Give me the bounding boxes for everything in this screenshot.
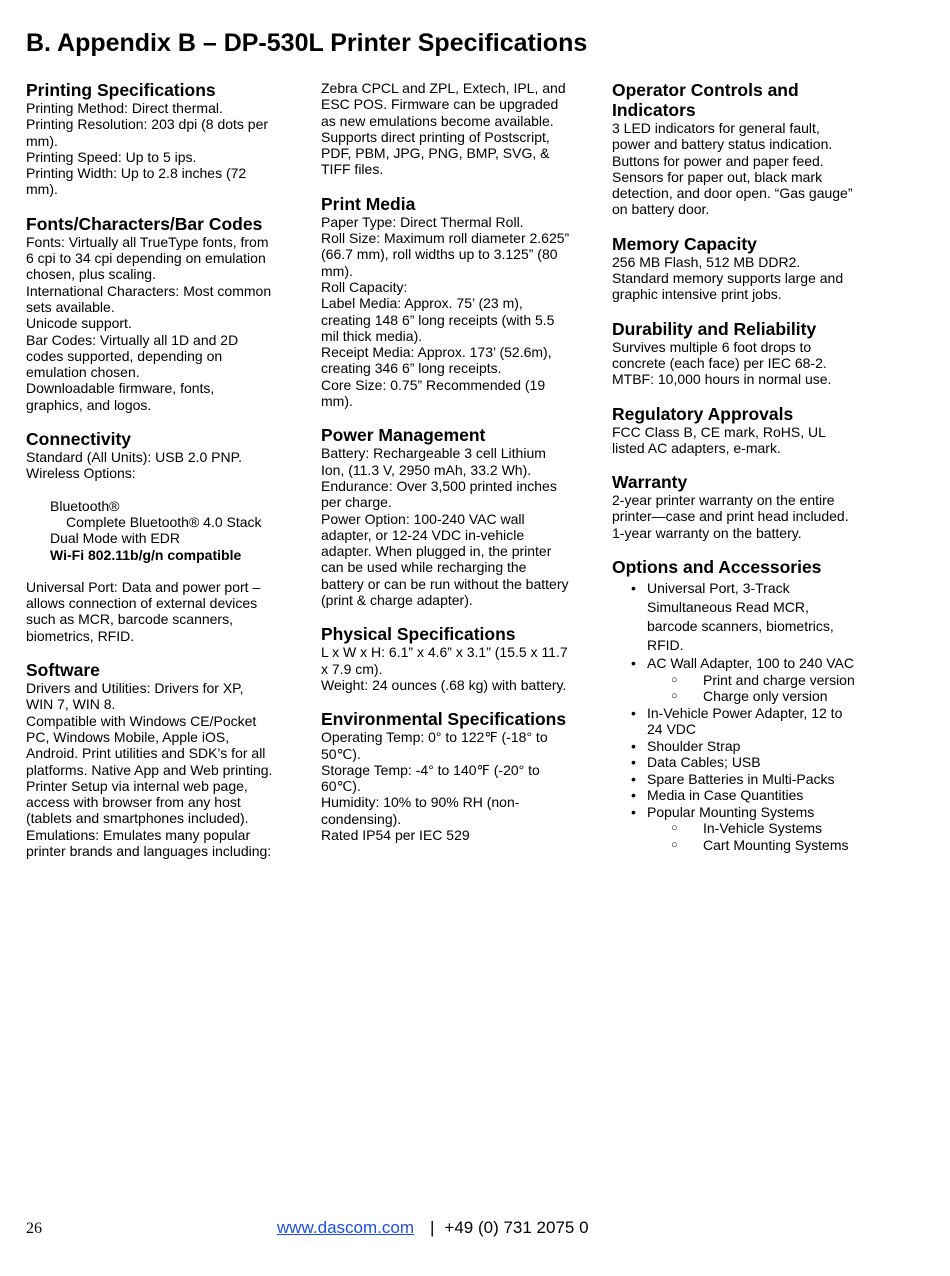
list-item [647, 655, 874, 705]
section-line: WIN 7, WIN 8. [26, 696, 116, 713]
section-heading [612, 80, 874, 120]
dual-mode: Dual Mode with EDR [50, 530, 180, 547]
section-line: such as MCR, barcode scanners, [26, 611, 233, 628]
section-line: Standard (All Units): USB 2.0 PNP. [26, 449, 243, 466]
section-line: sets available. [26, 298, 115, 315]
section-line: 50℃). [321, 745, 361, 762]
section-line: 256 MB Flash, 512 MB DDR2. [612, 253, 801, 270]
section-line: concrete (each face) per IEC 68-2. [612, 354, 827, 371]
section-line: codes supported, depending on [26, 347, 223, 364]
list-item: • Media in Case Quantities [647, 787, 874, 804]
section-line: mil thick media). [321, 327, 423, 344]
section-memory-capacity [612, 234, 874, 303]
section-line: Compatible with Windows CE/Pocket [26, 712, 257, 729]
wifi-label: Wi-Fi 802.11b/g/n compatible [50, 546, 242, 563]
section-heading: Regulatory Approvals [612, 403, 794, 424]
list-item-line: Simultaneous Read MCR, [647, 599, 809, 616]
section-line: access with browser from any host [26, 794, 241, 811]
section-heading: Warranty [612, 472, 688, 493]
section-options-accessories [612, 557, 874, 853]
sub-list-item: ○ In-Vehicle Systems [703, 820, 874, 837]
footer-separator: | [429, 1218, 435, 1237]
section-heading: Options and Accessories [612, 557, 822, 578]
list-item-text: Popular Mounting Systems [647, 803, 815, 820]
section-regulatory-approvals [612, 404, 874, 457]
section-line: platforms. Native App and Web printing. [26, 761, 273, 778]
section-heading: Print Media [321, 193, 416, 214]
section-line: Drivers and Utilities: Drivers for XP, [26, 680, 244, 697]
section-line: Roll Size: Maximum roll diameter 2.625” [321, 230, 570, 247]
heading-line: Indicators [612, 100, 696, 120]
section-heading: Printing Specifications [26, 80, 216, 100]
section-line: condensing). [321, 810, 402, 827]
section-line: Buttons for power and paper feed. [612, 152, 824, 169]
section-line: mm). [26, 181, 58, 198]
section-line: emulation chosen. [26, 364, 140, 381]
section-line: Printing Speed: Up to 5 ips. [26, 148, 197, 165]
heading-line: Operator Controls and [612, 80, 799, 100]
section-line: mm). [321, 262, 353, 279]
page-number: 26 [26, 1220, 42, 1237]
section-fonts-barcodes [26, 214, 288, 413]
section-heading: Environmental Specifications [321, 709, 567, 730]
section-line: Emulations: Emulates many popular [26, 826, 251, 843]
section-line: listed AC adapters, e-mark. [612, 439, 781, 456]
options-list [612, 579, 874, 853]
section-heading: Connectivity [26, 429, 132, 450]
section-line: on battery door. [612, 201, 710, 218]
section-line: printer—case and print head included. [612, 508, 849, 525]
section-line: Fonts: Virtually all TrueType fonts, from [26, 233, 269, 250]
section-line: International Characters: Most common [26, 282, 272, 299]
section-line: power and battery status indication. [612, 136, 833, 153]
footer-contact [277, 1218, 589, 1238]
page-title: B. Appendix B – DP-530L Printer Specifications [26, 29, 588, 57]
section-line: x 7.9 cm). [321, 660, 383, 677]
section-line: Sensors for paper out, black mark [612, 168, 823, 185]
section-line: Weight: 24 ounces (.68 kg) with battery. [321, 676, 567, 693]
section-line: Power Option: 100-240 VAC wall [321, 510, 525, 527]
section-line: allows connection of external devices [26, 595, 258, 612]
sub-list [647, 820, 874, 853]
section-line: TIFF files. [321, 161, 384, 178]
section-line: Receipt Media: Approx. 173’ (52.6m), [321, 344, 552, 361]
section-line: adapter, or 12-24 VDC in-vehicle [321, 526, 525, 543]
sub-list [647, 672, 874, 705]
section-line: Roll Capacity: [321, 278, 408, 295]
section-line: Printing Resolution: 203 dpi (8 dots per [26, 116, 269, 133]
section-line: Printing Width: Up to 2.8 inches (72 [26, 165, 247, 182]
sub-list-item: ○ Cart Mounting Systems [703, 837, 874, 854]
section-line: 2-year printer warranty on the entire [612, 492, 835, 509]
section-line: detection, and door open. “Gas gauge” [612, 185, 853, 202]
section-line: Rated IP54 per IEC 529 [321, 826, 470, 843]
section-line: (tablets and smartphones included). [26, 810, 249, 827]
sub-list-item: ○ Print and charge version [703, 672, 874, 689]
section-heading: Physical Specifications [321, 624, 516, 645]
section-line: (66.7 mm), roll widths up to 3.125” (80 [321, 246, 558, 263]
section-heading: Fonts/Characters/Bar Codes [26, 213, 263, 234]
section-line: Printing Method: Direct thermal. [26, 100, 223, 116]
list-item: • Data Cables; USB [647, 754, 874, 771]
section-line: graphics, and logos. [26, 396, 152, 413]
website-link[interactable]: www.dascom.com [277, 1218, 414, 1237]
section-line: graphic intensive print jobs. [612, 286, 782, 303]
section-environmental-specifications [321, 709, 583, 843]
section-line: Wireless Options: [26, 465, 136, 482]
spacer [26, 482, 288, 498]
section-line: creating 346 6” long receipts. [321, 360, 502, 377]
section-line: Ion, (11.3 V, 2950 mAh, 33.2 Wh). [321, 461, 532, 478]
section-operator-controls [612, 80, 874, 218]
section-line: can be used while recharging the [321, 559, 527, 576]
section-line: 3 LED indicators for general fault, [612, 120, 820, 136]
list-item-line: Universal Port, 3-Track [647, 580, 790, 597]
column-right [612, 80, 874, 869]
section-line: printer brands and languages including: [26, 842, 272, 859]
section-heading: Software [26, 660, 100, 681]
section-line: 1-year warranty on the battery. [612, 524, 802, 541]
section-print-media [321, 194, 583, 410]
section-line: mm). [321, 393, 353, 410]
section-printing-specifications [26, 80, 288, 198]
section-line: Storage Temp: -4° to 140℉ (-20° to [321, 761, 540, 778]
section-line: creating 148 6” long receipts (with 5.5 [321, 311, 555, 328]
section-line: Core Size: 0.75” Recommended (19 [321, 376, 546, 393]
section-line: Operating Temp: 0° to 122℉ (-18° to [321, 729, 548, 746]
section-line: Downloadable firmware, fonts, [26, 380, 215, 397]
list-item-line: RFID. [647, 637, 684, 654]
section-line: Unicode support. [26, 315, 132, 332]
column-middle [321, 80, 583, 859]
section-software-continued [321, 80, 583, 178]
section-line: Printer Setup via internal web page, [26, 777, 248, 794]
section-line: adapter. When plugged in, the printer [321, 543, 552, 560]
section-line: Zebra CPCL and ZPL, Extech, IPL, and [321, 80, 566, 96]
section-line: battery or can be run without the battery [321, 575, 569, 592]
section-line: ESC POS. Firmware can be upgraded [321, 96, 559, 113]
section-line: Survives multiple 6 foot drops to [612, 338, 812, 355]
column-left [26, 80, 288, 875]
list-item-text: AC Wall Adapter, 100 to 240 VAC [647, 655, 855, 672]
section-durability [612, 319, 874, 388]
section-line: Label Media: Approx. 75’ (23 m), [321, 295, 523, 312]
section-line: Battery: Rechargeable 3 cell Lithium [321, 445, 546, 462]
section-line: 6 cpi to 34 cpi depending on emulation [26, 250, 266, 267]
section-connectivity [26, 429, 288, 644]
section-line: Humidity: 10% to 90% RH (non- [321, 794, 520, 811]
section-line: as new emulations become available. [321, 112, 554, 129]
phone-number: +49 (0) 731 2075 0 [444, 1218, 589, 1237]
section-line: L x W x H: 6.1” x 4.6” x 3.1” (15.5 x 11.7 [321, 644, 568, 661]
section-heading: Durability and Reliability [612, 318, 817, 339]
section-warranty [612, 472, 874, 541]
section-line: mm). [26, 132, 58, 149]
bluetooth-stack: Complete Bluetooth® 4.0 Stack [66, 513, 262, 530]
spacer [26, 563, 288, 579]
section-line: PC, Windows Mobile, Apple iOS, [26, 728, 230, 745]
section-line: Standard memory supports large and [612, 270, 844, 287]
section-line: biometrics, RFID. [26, 627, 135, 644]
section-line: 60℃). [321, 778, 361, 795]
section-line: FCC Class B, CE mark, RoHS, UL [612, 423, 826, 440]
section-line: Endurance: Over 3,500 printed inches [321, 477, 557, 494]
section-software [26, 660, 288, 859]
list-item: • Spare Batteries in Multi-Packs [647, 771, 874, 788]
list-item [647, 705, 874, 738]
list-item [647, 579, 874, 655]
section-physical-specifications [321, 624, 583, 693]
section-line: Bar Codes: Virtually all 1D and 2D [26, 331, 239, 348]
list-item-line: In-Vehicle Power Adapter, 12 to [647, 704, 843, 721]
sub-list-item: ○ Charge only version [703, 688, 874, 705]
list-item-line: 24 VDC [647, 721, 697, 738]
section-line: (print & charge adapter). [321, 592, 473, 609]
section-line: Paper Type: Direct Thermal Roll. [321, 213, 524, 230]
section-line: Universal Port: Data and power port – [26, 578, 261, 595]
section-line: Android. Print utilities and SDK’s for all [26, 745, 266, 762]
list-item-line: barcode scanners, biometrics, [647, 618, 834, 635]
section-line: chosen, plus scaling. [26, 266, 156, 283]
section-heading: Memory Capacity [612, 233, 757, 254]
section-line: Supports direct printing of Postscript, [321, 128, 550, 145]
section-line: per charge. [321, 494, 392, 511]
list-item [647, 804, 874, 854]
list-item: • Shoulder Strap [647, 738, 874, 755]
section-power-management [321, 425, 583, 608]
section-heading: Power Management [321, 425, 486, 446]
section-line: PDF, PBM, JPG, PNG, BMP, SVG, & [321, 145, 550, 162]
bluetooth-label: Bluetooth® [50, 497, 120, 514]
section-line: MTBF: 10,000 hours in normal use. [612, 371, 832, 388]
